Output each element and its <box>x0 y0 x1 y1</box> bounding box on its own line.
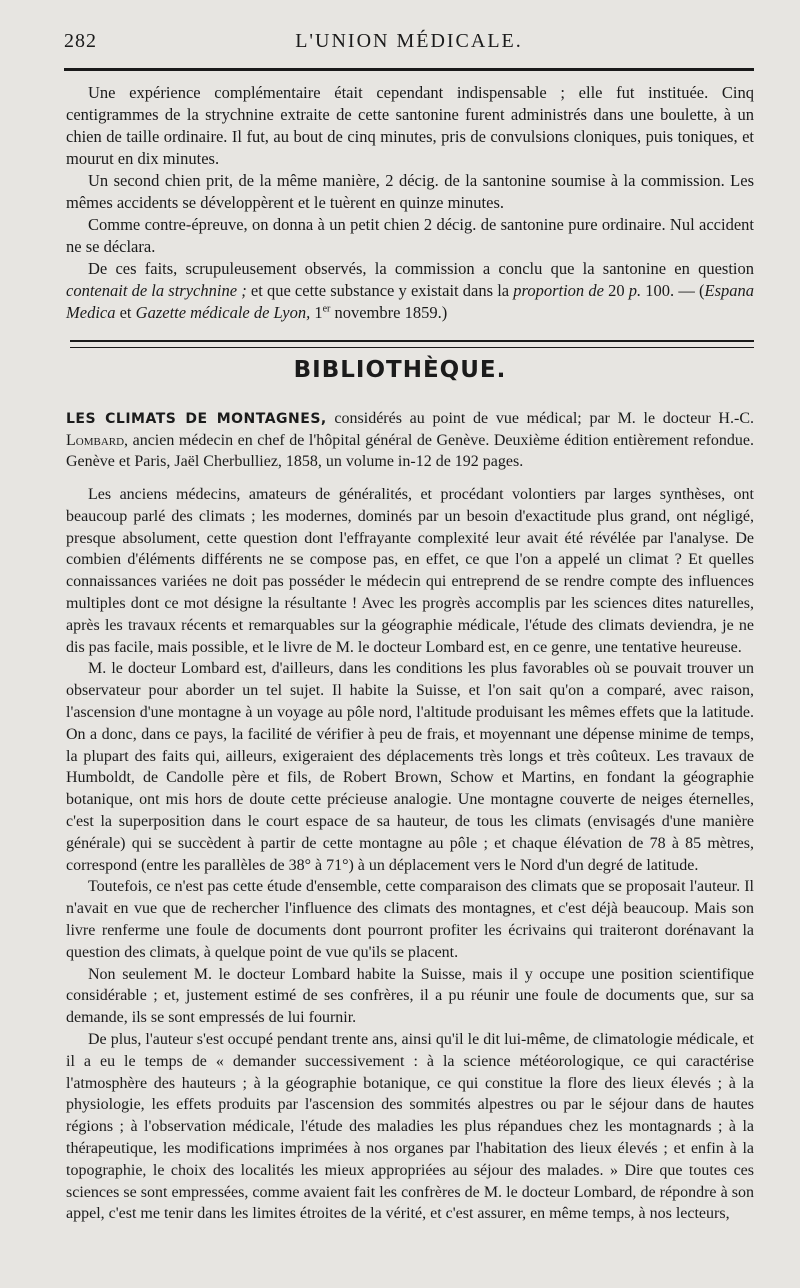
book-citation <box>66 408 754 472</box>
paragraph: Non seulement M. le docteur Lombard habite la Suisse, mais il y occupe une position scientifique considérable ; et, justement estimé de ses confrères, il a pu réunir une foule de documents que, sur sa demande, ils se sont empressés de lui fournir. <box>66 965 754 1027</box>
text-run: 1 <box>310 303 323 322</box>
top-article-continuation <box>66 82 754 324</box>
paragraph: M. le docteur Lombard est, d'ailleurs, dans les conditions les plus favorables où se pouvait trouver un observateur pour aborder un tel sujet. Il habite la Suisse, et l'on sait qu'on a comparé, avec raison, l'ascension d'une montagne à un voyage au pôle nord, l'altitude produisant les mêmes effets que la latitude. On a donc, dans ce pays, la facilité de vérifier à peu de frais, et moyennant une dépense minime de temps, la plupart des faits qui, ailleurs, exigeraient des déplacements très longs et très coûteux. Les travaux de Humboldt, de Candolle père et fils, de Robert Brown, Schow et Martins, en fondant la géographie botanique, ont mis hors de doute cette précieuse analogie. Une montagne couverte de neiges éternelles, c'est la superposition dans le court espace de sa hauteur, de tous les climats (envisagés d'une manière générale) qui se succèdent à partir de cette montagne au pôle ; et chaque élévation de 78 à 85 mètres, correspond (entre les parallèles de 38° à 71°) à un déplacement vers le Nord d'un degré de latitude. <box>66 660 754 874</box>
paragraph: Comme contre-épreuve, on donna à un petit chien 2 décig. de santonine pure ordinaire. Nul accident ne se déclara. <box>66 215 754 256</box>
section-divider <box>70 340 754 348</box>
italic-run: contenait de la strychnine ; <box>66 281 247 300</box>
conclusion-paragraph <box>66 258 754 324</box>
text-run: 20 <box>603 281 629 300</box>
paragraph: Toutefois, ce n'est pas cette étude d'ensemble, cette comparaison des climats que se proposait l'auteur. Il n'avait en vue que de rechercher l'influence des climats des montagnes, et c'est déjà beaucoup. Mais son livre renferme une foule de documents dont pourront profiter les écrivains qui traiteront dorénavant la question des climats, à quelque point de vue qu'ils se placent. <box>66 878 754 961</box>
superscript: er <box>322 303 331 315</box>
review-heading <box>66 408 754 472</box>
review-body <box>66 484 754 1225</box>
section-title: BIBLIOTHÈQUE. <box>293 357 507 383</box>
paragraph: Les anciens médecins, amateurs de généralités, et procédant volontiers par larges synthèses, ont beaucoup parlé des climats ; les modernes, dominés par un besoin d'exactitude plus grand, ont négligé, presque absolument, cette question dont l'effrayante complexité leur avait été révélée par l'analyse. De combien d'éléments différents ne se compose pas, en effet, ce que l'on a appelé un climat ? Et quelles connaissances variées ne doit pas posséder le médecin qui entreprend de se rendre compte des influences multiples dont ce mot désigne la résultante ! Avec les progrès accomplis par les sciences dites naturelles, après les travaux récents et remarquables sur la géographie médicale, l'étude des climats deviendra, je ne dis pas facile, mais possible, et le livre de M. le docteur Lombard est, en ce genre, une tentative heureuse. <box>66 486 754 656</box>
paragraph: De plus, l'auteur s'est occupé pendant trente ans, ainsi qu'il le dit lui-même, de climatologie médicale, et il a eu le temps de « demander successivement : à la science météorologique, ce qui caractérise l'atmosphère des hauteurs ; à la géographie botanique, ce qui constitue la flore des lieux élevés ; à la physiologie, les effets produits par l'ascension des sommités alpestres ou par le séjour dans de hautes régions ; à l'observation médicale, l'étude des maladies les plus répandues chez les montagnards ; à la thérapeutique, les modifications imprimées à nos organes par l'habitation des lieux élevés ; et enfin à la topographie, le choix des localités les mieux appropriées au séjour des malades. » Dire que toutes ces sciences se sont empressées, comme avaient fait les confrères de M. le docteur Lombard, de répondre à son appel, c'est me tenir dans les limites étroites de la vérité, et c'est assurer, en même temps, à nos lecteurs, <box>66 1030 754 1223</box>
text-run: considérés au point de vue médical; par M. le docteur H.-C. <box>326 410 754 427</box>
text-run: De ces faits, scrupuleusement observés, la commission a conclu que la santonine en question <box>88 259 754 278</box>
source-title: Espana Medica <box>66 281 754 322</box>
book-title: LES CLIMATS DE MONTAGNES, <box>66 411 327 427</box>
source-title: Gazette médicale de Lyon, <box>135 303 311 322</box>
text-run: novembre 1859.) <box>330 303 448 322</box>
paragraph: Une expérience complémentaire était cependant indispensable ; elle fut instituée. Cinq centigrammes de la strychnine extraite de cette santonine furent administrés dans une boulette, à un chien de taille ordinaire. Il fut, au bout de cinq minutes, pris de convulsions cloniques, puis toniques, et mourut en dix minutes. <box>66 83 754 168</box>
italic-run: p. <box>628 281 642 300</box>
page-number: 282 <box>64 30 97 52</box>
running-title: L'UNION MÉDICALE. <box>295 30 523 52</box>
header-rule <box>64 68 754 71</box>
paragraph: Un second chien prit, de la même manière, 2 décig. de la santonine soumise à la commission. Les mêmes accidents se développèrent et le tuèrent en quinze minutes. <box>66 171 754 212</box>
author-name: Lombard, <box>66 432 129 449</box>
text-run: ancien médecin en chef de l'hôpital général de Genève. Deuxième édition entièrement refondue. Genève et Paris, Jaël Cherbulliez, 1858, un volume in-12 de 192 pages. <box>66 432 754 470</box>
text-run: et <box>115 303 136 322</box>
page-header <box>64 30 754 60</box>
italic-run: proportion de <box>513 281 604 300</box>
text-run: 100. — ( <box>641 281 705 300</box>
text-run: et que cette substance y existait dans la <box>246 281 514 300</box>
